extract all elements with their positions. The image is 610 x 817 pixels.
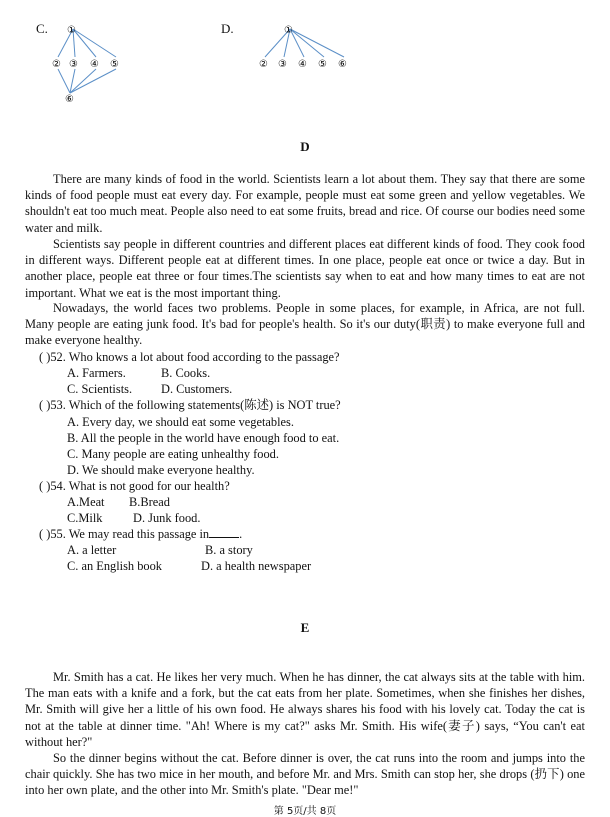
node-c-5: ⑤ xyxy=(110,59,119,70)
question-55-stem xyxy=(39,526,242,542)
section-d-paragraph-2: Scientists say people in different countries and different places eat different kinds of food. They cook food in different ways. Different people eat at different times. In one place, people eat once or twice a day. But in another place, people eat three or four times.The scientists say when to eat and how many times to eat are not important. What we eat is the most important thing. xyxy=(25,237,585,300)
section-e-heading: E xyxy=(300,620,310,635)
question-54-option-b: B.Bread xyxy=(129,495,170,509)
option-c-label: C. xyxy=(36,21,48,36)
section-e-paragraph-2: So the dinner begins without the cat. Before dinner is over, the cat runs into the room and jumps into the chair quickly. She has two mice in her mouth, and before Mr. and Mrs. Smith can stop her, she drops (扔下) one into her own plate, and the other into Mr. Smith's plate. "Dear me!" xyxy=(25,751,585,798)
question-53-option-a: A. Every day, we should eat some vegetables. xyxy=(67,415,294,429)
option-d-label: D. xyxy=(221,21,234,36)
question-55-option-b: B. a story xyxy=(205,543,253,557)
node-d-3: ③ xyxy=(278,59,287,70)
question-55-option-a: A. a letter xyxy=(67,543,117,557)
question-54-option-a: A.Meat xyxy=(67,495,105,509)
question-55-stem-end: . xyxy=(239,527,243,541)
tree-diagram-d xyxy=(252,16,362,76)
question-52-option-a: A. Farmers. xyxy=(67,366,126,380)
question-55-option-d: D. a health newspaper xyxy=(201,559,312,573)
question-53-stem: ( )53. Which of the following statements(陈述) is NOT true? xyxy=(39,398,341,412)
question-52-option-d: D. Customers. xyxy=(161,382,233,396)
node-d-1: ① xyxy=(284,25,293,36)
node-c-6: ⑥ xyxy=(65,94,74,105)
question-55-stem-text: ( )55. We may read this passage in xyxy=(39,527,210,541)
answer-blank xyxy=(209,527,239,538)
node-d-4: ④ xyxy=(298,59,307,70)
node-d-5: ⑤ xyxy=(318,59,327,70)
question-54-option-c: C.Milk xyxy=(67,511,103,525)
section-d-paragraph-3: Nowadays, the world faces two problems. People in some places, for example, in Africa, are not full. Many people are eating junk food. It's bad for people's health. So it's our duty(职责) to make everyone full and make everyone healthy. xyxy=(25,301,585,348)
question-53-option-d: D. We should make everyone healthy. xyxy=(67,463,255,477)
question-53-option-b: B. All the people in the world have enough food to eat. xyxy=(67,431,340,445)
node-c-2: ② xyxy=(52,59,61,70)
question-52-stem: ( )52. Who knows a lot about food according to the passage? xyxy=(39,350,340,364)
section-d-paragraph-1: There are many kinds of food in the world. Scientists learn a lot about them. They say that there are some kinds of food people must eat every day. For example, people must eat some green and yellow vegetables. We shouldn't eat too much meat. People also need to eat some fruits, bread and rice. Of course our bodies need some water and milk. xyxy=(25,172,585,235)
node-d-6: ⑥ xyxy=(338,59,347,70)
node-d-2: ② xyxy=(259,59,268,70)
question-54-option-d: D. Junk food. xyxy=(133,511,201,525)
section-e-paragraph-1: Mr. Smith has a cat. He likes her very much. When he has dinner, the cat always sits at the table with him. The man eats with a knife and a fork, but the cat eats from her plate. Sometimes, when she finishes her dishes, Mr. Smith will give her a little of his own food. He always shares his food with his lovely cat. Today the cat is not at the table at dinner time. "Ah! Where is my cat?" asks Mr. Smith. His wife(妻子) says, “You can't eat without her?" xyxy=(25,670,585,749)
question-52-option-c: C. Scientists. xyxy=(67,382,133,396)
node-c-4: ④ xyxy=(90,59,99,70)
page-footer: 第 5页/共 8页 xyxy=(273,806,337,817)
question-53-option-c: C. Many people are eating unhealthy food. xyxy=(67,447,279,461)
question-54-stem: ( )54. What is not good for our health? xyxy=(39,479,230,493)
section-d-heading: D xyxy=(300,139,310,154)
question-55-option-c: C. an English book xyxy=(67,559,162,573)
tree-diagram-c xyxy=(48,16,138,108)
question-52-option-b: B. Cooks. xyxy=(161,366,211,380)
node-c-1: ① xyxy=(67,25,76,36)
node-c-3: ③ xyxy=(69,59,78,70)
